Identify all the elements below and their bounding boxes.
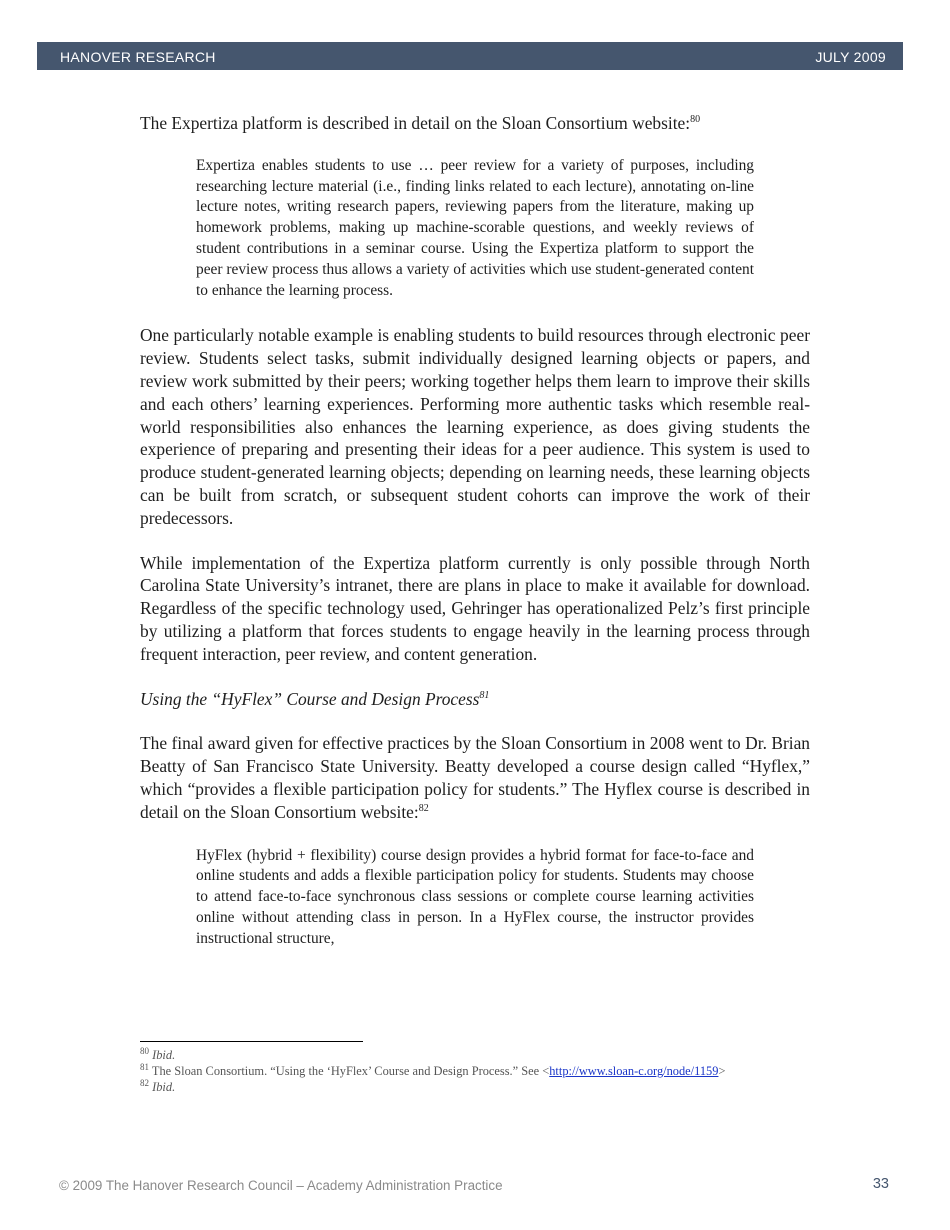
footnotes <box>140 1047 740 1095</box>
footnote-ref-80: 80 <box>690 114 701 126</box>
footnote-ref-82: 82 <box>418 802 429 814</box>
footnote-link[interactable]: http://www.sloan-c.org/node/1159 <box>549 1064 719 1078</box>
page-header <box>37 42 903 70</box>
footer-copyright: © 2009 The Hanover Research Council – Academy Administration Practice <box>59 1178 503 1193</box>
footnote-82 <box>140 1079 740 1095</box>
footnote-81 <box>140 1063 740 1079</box>
header-organization: HANOVER RESEARCH <box>60 49 216 65</box>
footnote-divider <box>140 1041 363 1042</box>
body-paragraph-implementation: While implementation of the Expertiza platform currently is only possible through North Carolina State University’s intranet, there are plans in place to make it available for download. Regardless of the specific technology used, Gehringer has operationalized Pelz’s first principle by utilizing a platform that forces students to engage heavily in the learning process through frequent interaction, peer review, and content generation. <box>140 552 810 664</box>
footnote-ref-81: 81 <box>479 689 490 701</box>
section-heading-hyflex <box>140 688 810 711</box>
intro-text: The Expertiza platform is described in detail on the Sloan Consortium website: <box>140 113 691 133</box>
footnote-text: Ibid. <box>152 1048 176 1062</box>
section-heading-text: Using the “HyFlex” Course and Design Process <box>140 688 480 709</box>
footnote-80 <box>140 1047 740 1063</box>
footnote-number: 82 <box>140 1077 149 1088</box>
footnote-number: 81 <box>140 1061 149 1072</box>
page-body <box>140 112 810 950</box>
page-number: 33 <box>872 1176 889 1192</box>
footnote-text-end: > <box>718 1064 726 1078</box>
body-paragraph-peer-review: One particularly notable example is enabling students to build resources through electronic peer review. Students select tasks, submit individually designed learning objects or papers, and review work submitted by their peers; working together helps them learn to improve their skills and each others’ learning experiences. Performing more authentic tasks which resemble real-world responsibilities also enhances the learning experience, as does giving students the experience of preparing and presenting their ideas for a peer audience. This system is used to produce student-generated learning objects; depending on learning needs, these learning objects can be built from scratch, or subsequent student cohorts can improve the work of their predecessors. <box>140 325 810 528</box>
final-award-text: The final award given for effective practices by the Sloan Consortium in 2008 went to Dr. Brian Beatty of San Francisco State University. Beatty developed a course design called “Hyflex,” which “provides a flexible participation policy for students.” The Hyflex course is described in detail on the Sloan Consortium website: <box>140 733 810 822</box>
block-quote-hyflex: HyFlex (hybrid + flexibility) course design provides a hybrid format for face-to-face and online students and adds a flexible participation policy for students. Students may choose to attend face-to-face synchronous class sessions or complete course learning activities online without attending class in person. In a HyFlex course, the instructor provides instructional structure, <box>196 846 754 947</box>
intro-paragraph <box>140 112 810 135</box>
body-paragraph-final-award <box>140 732 810 823</box>
footnote-text: The Sloan Consortium. “Using the ‘HyFlex’ Course and Design Process.” See < <box>151 1064 550 1078</box>
header-date: JULY 2009 <box>815 49 886 65</box>
block-quote-expertiza: Expertiza enables students to use … peer review for a variety of purposes, including researching lecture material (i.e., finding links related to each lecture), annotating on-line lecture notes, writing research papers, reviewing papers from the literature, making up homework problems, making up machine-scorable questions, and weekly reviews of student contributions in a seminar course. Using the Expertiza platform to support the peer review process thus allows a variety of activities which use student-generated content to enhance the learning process. <box>196 156 754 299</box>
footnote-number: 80 <box>140 1045 149 1056</box>
footnote-text: Ibid. <box>152 1080 176 1094</box>
